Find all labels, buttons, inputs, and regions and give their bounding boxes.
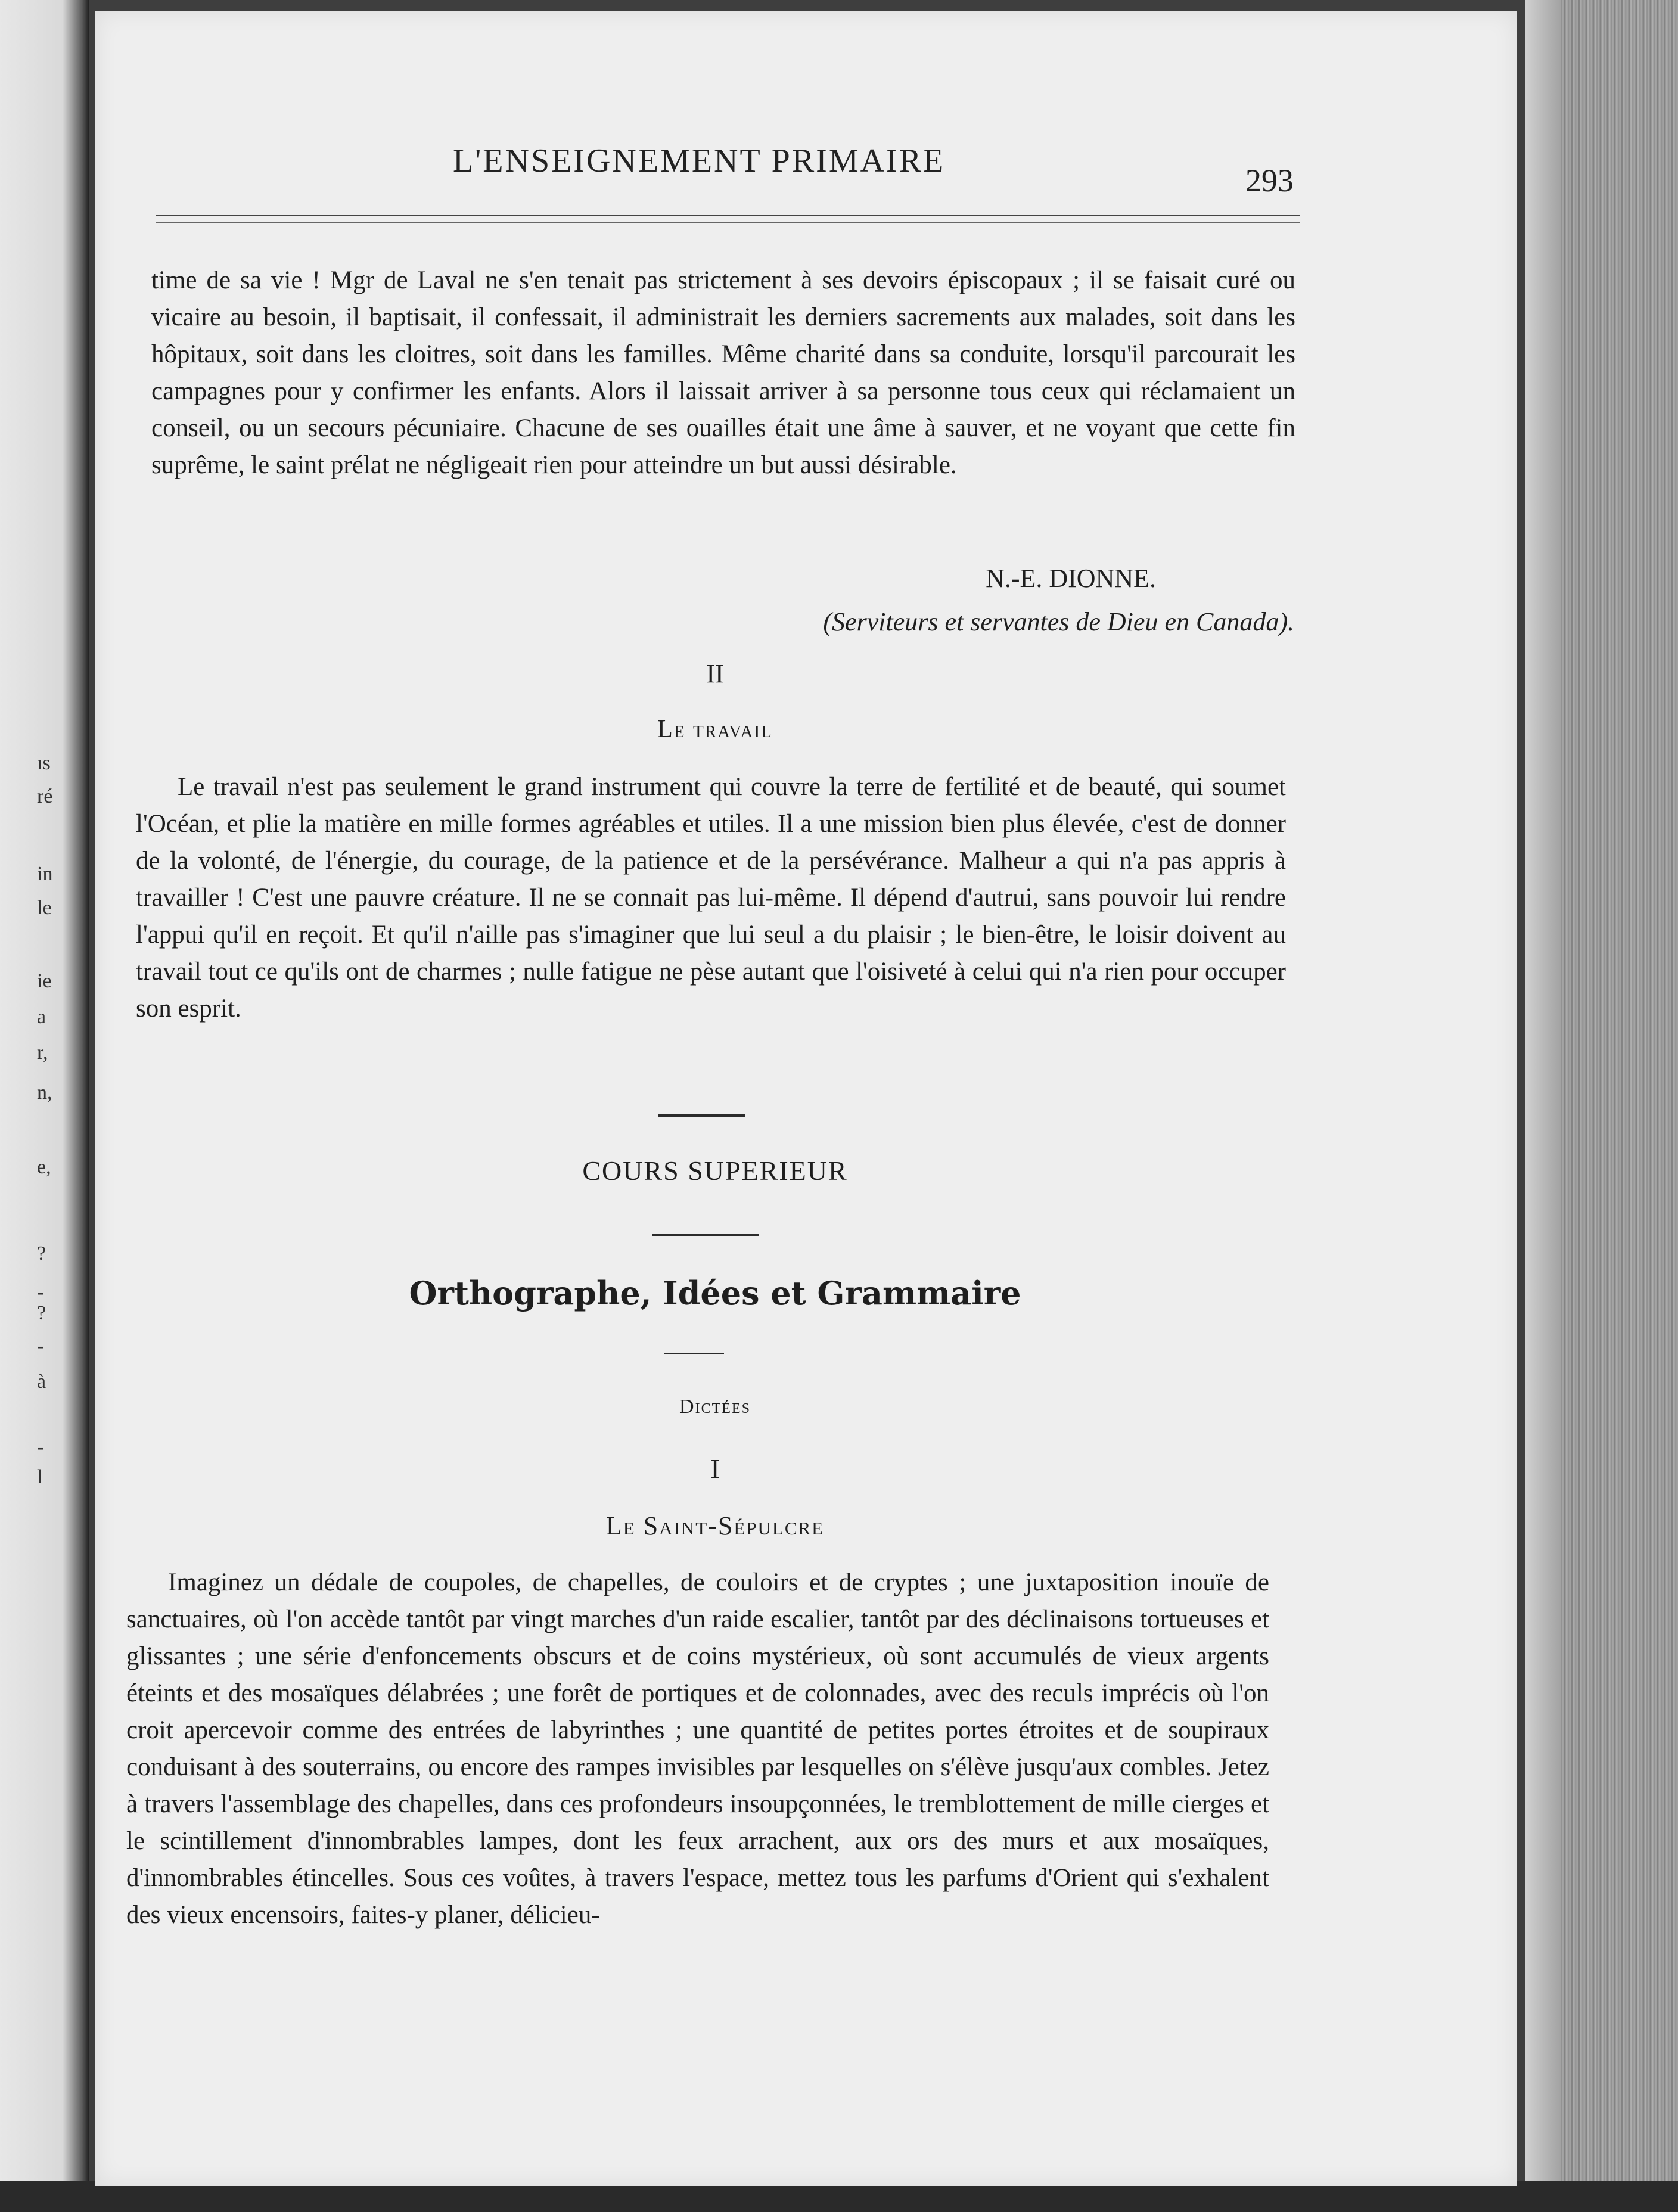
source-citation: (Serviteurs et servantes de Dieu en Canada). xyxy=(823,607,1294,636)
adjacent-page-margin xyxy=(0,0,89,2212)
margin-fragment: ie xyxy=(37,970,52,992)
margin-fragment: l xyxy=(37,1466,43,1488)
section-title-saint-sepulcre: Le Saint-Sépulcre xyxy=(605,1511,825,1540)
short-divider xyxy=(664,1353,724,1354)
header-rule-secondary xyxy=(156,222,1300,223)
margin-fragment: ? xyxy=(37,1302,46,1324)
margin-fragment: e, xyxy=(37,1156,51,1178)
section-number-ii: II xyxy=(706,659,724,688)
running-header: L'ENSEIGNEMENT PRIMAIRE xyxy=(453,142,946,179)
section-title-travail: Le travail xyxy=(657,716,773,743)
book-page-edges xyxy=(1525,0,1678,2212)
margin-fragment: - xyxy=(37,1436,44,1458)
author-signature: N.-E. DIONNE. xyxy=(986,564,1156,593)
paragraph-travail: Le travail n'est pas seulement le grand instrument qui couvre la terre de fertilité et de beauté, qui soumet l'Océan, et plie la matière en mille formes agréables et utiles. Il a une mission bien plus élevée, c'est de donner de la volonté, de l'énergie, du courage, de la patience et de la persévérance. Malheur a qui n'a pas appris à travailler ! C'est une pauvre créature. Il ne se connait pas lui-même. Il dépend d'autrui, sans pouvoir lui rendre l'appui qu'il en reçoit. Et qu'il n'aille pas s'imaginer que lui seul a du plaisir ; le bien-être, le loisir doivent au travail tout ce qu'ils ont de charmes ; nulle fatigue ne pèse autant que l'oisiveté à celui qui n'a rien pour occuper son esprit. xyxy=(136,773,1286,1023)
margin-fragment: - xyxy=(37,1281,44,1303)
margin-fragment: in xyxy=(37,863,53,885)
margin-fragment: à xyxy=(37,1371,46,1393)
main-heading: Orthographe, Idées et Grammaire xyxy=(409,1274,1021,1312)
page-number: 293 xyxy=(1245,163,1294,198)
margin-fragment: n, xyxy=(37,1082,52,1104)
margin-fragment: ıs xyxy=(37,752,51,774)
margin-fragment: - xyxy=(37,1335,44,1357)
paragraph-laval: time de sa vie ! Mgr de Laval ne s'en tenait pas strictement à ses devoirs épiscopaux ; il se faisait curé ou vicaire au besoin, il baptisait, il confessait, il administrait les derniers sacrements aux malades, soit dans les hôpitaux, soit dans les cloitres, soit dans les familles. Même charité dans sa conduite, lorsqu'il parcourait les campagnes pour y confirmer les enfants. Alors il laissait arriver à sa personne tous ceux qui réclamaient un conseil, ou un secours pécuniaire. Chacune de ses ouailles était une âme à sauver, et ne voyant que cette fin suprême, le saint prélat ne négligeait rien pour atteindre un but aussi désirable. xyxy=(151,266,1295,479)
section-number-i: I xyxy=(710,1453,720,1484)
margin-fragment: a xyxy=(37,1006,46,1028)
margin-fragment: ré xyxy=(37,785,53,807)
margin-fragment: le xyxy=(37,897,52,919)
margin-fragment: r, xyxy=(37,1042,48,1064)
section-divider xyxy=(658,1114,745,1117)
paragraph-saint-sepulcre: Imaginez un dédale de coupoles, de chapelles, de couloirs et de cryptes ; une juxtaposition inouïe de sanctuaires, où l'on accède tantôt par vingt marches d'un raide escalier, tantôt par des déclinaisons tortueuses et glissantes ; une série d'enfoncements obscurs et de coins mystérieux, où sont accumulés de vieux argents éteints et des mosaïques délabrées ; une forêt de portiques et de colonnades, avec des reculs imprécis où l'on croit apercevoir comme des entrées de labyrinthes ; une quantité de petites portes étroites et de soupiraux conduisant à des souterrains, ou encore des rampes invisibles par lesquelles on s'élève jusqu'aux combles. Jetez à travers l'assemblage des chapelles, dans ces profondeurs insoupçonnées, le tremblottement de mille cierges et le scintillement d'innombrables lampes, dont les feux arrachent, aux ors des murs et aux mosaïques, d'innombrables étincelles. Sous ces voûtes, à travers l'espace, mettez tous les parfums d'Orient qui s'exhalent des vieux encensoirs, faites-y planer, délicieu- xyxy=(126,1568,1269,1929)
section-divider xyxy=(652,1234,759,1236)
dictees-heading: Dictées xyxy=(679,1396,751,1418)
header-rule xyxy=(156,215,1300,216)
margin-fragment: ? xyxy=(37,1242,46,1265)
cours-heading: COURS SUPERIEUR xyxy=(582,1155,848,1186)
